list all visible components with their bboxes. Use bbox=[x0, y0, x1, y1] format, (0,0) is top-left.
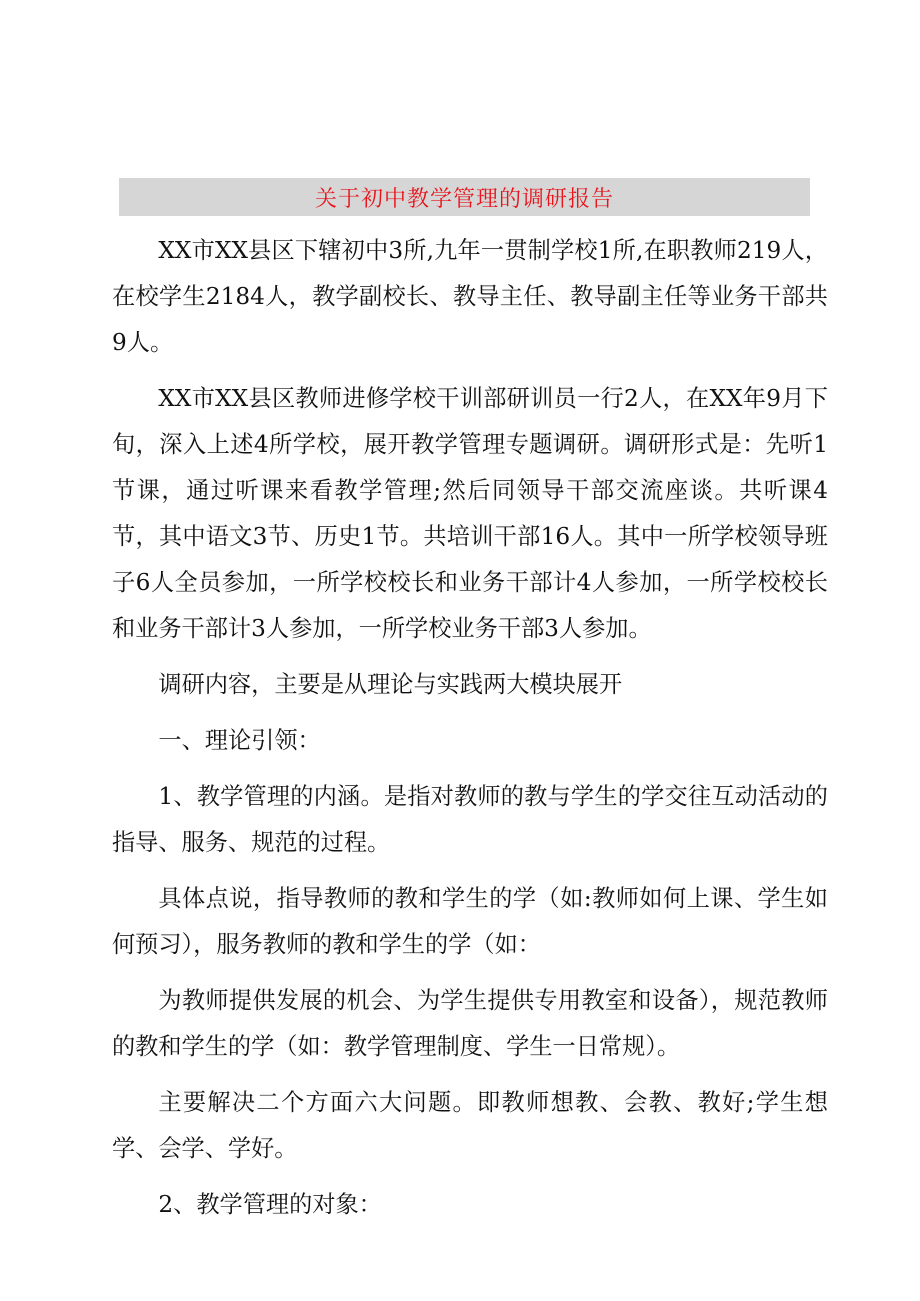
paragraph: 一、理论引领： bbox=[158, 727, 321, 754]
paragraph: 具体点说，指导教师的教和学生的学（如:教师如何上课、学生如何预习），服务教师的教和学生的学（如： bbox=[112, 885, 828, 958]
paragraph: 1、教学管理的内涵。是指对教师的教与学生的学交往互动活动的指导、服务、规范的过程。 bbox=[112, 783, 828, 856]
document-body bbox=[112, 228, 828, 1238]
paragraph: 主要解决二个方面六大问题。即教师想教、会教、教好;学生想学、会学、学好。 bbox=[112, 1089, 828, 1162]
document-title: 关于初中教学管理的调研报告 bbox=[314, 186, 614, 212]
title-banner bbox=[119, 178, 810, 216]
paragraph: XX市XX县区下辖初中3所,九年一贯制学校1所,在职教师219人，在校学生2184人，教学副校长、教导主任、教导副主任等业务干部共9人。 bbox=[112, 237, 828, 356]
paragraph: 2、教学管理的对象： bbox=[158, 1191, 382, 1218]
paragraph: 调研内容，主要是从理论与实践两大模块展开 bbox=[158, 671, 623, 698]
paragraph: 为教师提供发展的机会、为学生提供专用教室和设备），规范教师的教和学生的学（如：教学管理制度、学生一日常规）。 bbox=[112, 987, 828, 1060]
paragraph: XX市XX县区教师进修学校干训部研训员一行2人，在XX年9月下旬，深入上述4所学校，展开教学管理专题调研。调研形式是：先听1节课，通过听课来看教学管理;然后同领导干部交流座谈。共听课4节，其中语文3节、历史1节。共培训干部16人。其中一所学校领导班子6人全员参加，一所学校校长和业务干部计4人参加，一所学校校长和业务干部计3人参加，一所学校业务干部3人参加。 bbox=[112, 385, 828, 642]
